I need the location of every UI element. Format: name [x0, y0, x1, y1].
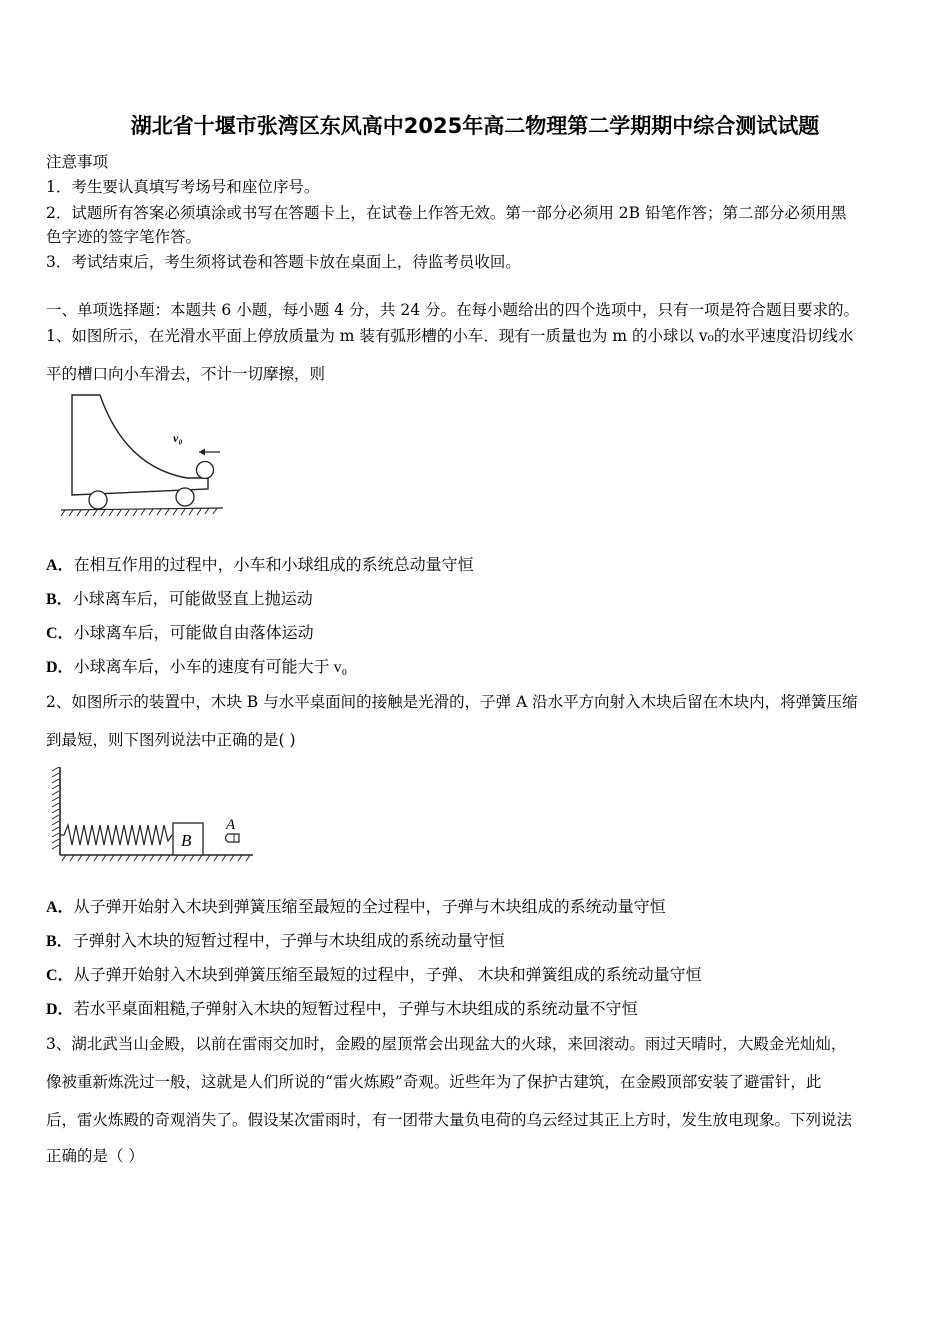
notice-item: 3．考试结束后，考生须将试卷和答题卡放在桌面上，待监考员收回。	[46, 253, 521, 271]
figure-spring-block-bullet	[48, 763, 258, 863]
question-3-stem: 后，雷火炼殿的奇观消失了。假设某次雷雨时，有一团带大量负电荷的乌云经过其正上方时，发生放电现象。下列说法	[46, 1111, 853, 1129]
exam-title: 湖北省十堰市张湾区东风高中2025年高二物理第二学期期中综合测试试题	[130, 114, 820, 138]
question-2-option-a: A．从子弹开始射入木块到弹簧压缩至最短的全过程中，子弹与木块组成的系统动量守恒	[46, 899, 666, 916]
notice-item: 1．考生要认真填写考场号和座位序号。	[46, 178, 320, 196]
notice-item: 色字迹的签字笔作答。	[46, 228, 202, 246]
notice-heading: 注意事项	[46, 153, 109, 171]
question-1-option-d: D．小球离车后，小车的速度有可能大于 v₀	[46, 659, 348, 676]
question-1-option-a: A．在相互作用的过程中，小车和小球组成的系统总动量守恒	[46, 557, 474, 574]
question-3-stem: 像被重新炼洗过一般，这就是人们所说的“雷火炼殿”奇观。近些年为了保护古建筑，在金殿顶部安装了避雷针，此	[46, 1073, 822, 1091]
question-2-stem: 到最短，则下图列说法中正确的是( )	[46, 731, 296, 749]
figure-cart-with-ball	[55, 392, 235, 520]
section-heading: 一、单项选择题：本题共 6 小题，每小题 4 分，共 24 分。在每小题给出的四个选项中，只有一项是符合题目要求的。	[46, 301, 860, 319]
question-1-option-b: B．小球离车后，可能做竖直上抛运动	[46, 591, 313, 608]
question-3-stem: 正确的是（ ）	[46, 1147, 144, 1165]
bullet-label: A	[226, 817, 236, 833]
question-2-option-c: C．从子弹开始射入木块到弹簧压缩至最短的过程中，子弹、 木块和弹簧组成的系统动量守恒	[46, 967, 702, 984]
question-1-option-c: C．小球离车后，可能做自由落体运动	[46, 625, 314, 642]
notice-item: 2．试题所有答案必须填涂或书写在答题卡上，在试卷上作答无效。第一部分必须用 2B 铅笔作答；第二部分必须用黑	[46, 204, 847, 222]
question-1-stem: 平的槽口向小车滑去，不计一切摩擦，则	[46, 365, 326, 383]
question-2-stem: 2、如图所示的装置中，木块 B 与水平桌面间的接触是光滑的，子弹 A 沿水平方向射入木块后留在木块内，将弹簧压缩	[46, 693, 858, 711]
question-1-stem: 1、如图所示，在光滑水平面上停放质量为 m 装有弧形槽的小车．现有一质量也为 m 的小球以 v₀的水平速度沿切线水	[46, 327, 854, 345]
block-label: B	[181, 831, 192, 850]
velocity-label: v₀	[173, 431, 183, 445]
question-3-stem: 3、湖北武当山金殿，以前在雷雨交加时，金殿的屋顶常会出现盆大的火球，来回滚动。雨过天晴时，大殿金光灿灿，	[46, 1035, 847, 1053]
question-2-option-d: D．若水平桌面粗糙,子弹射入木块的短暂过程中，子弹与木块组成的系统动量不守恒	[46, 1001, 638, 1018]
question-2-option-b: B．子弹射入木块的短暂过程中，子弹与木块组成的系统动量守恒	[46, 933, 505, 950]
